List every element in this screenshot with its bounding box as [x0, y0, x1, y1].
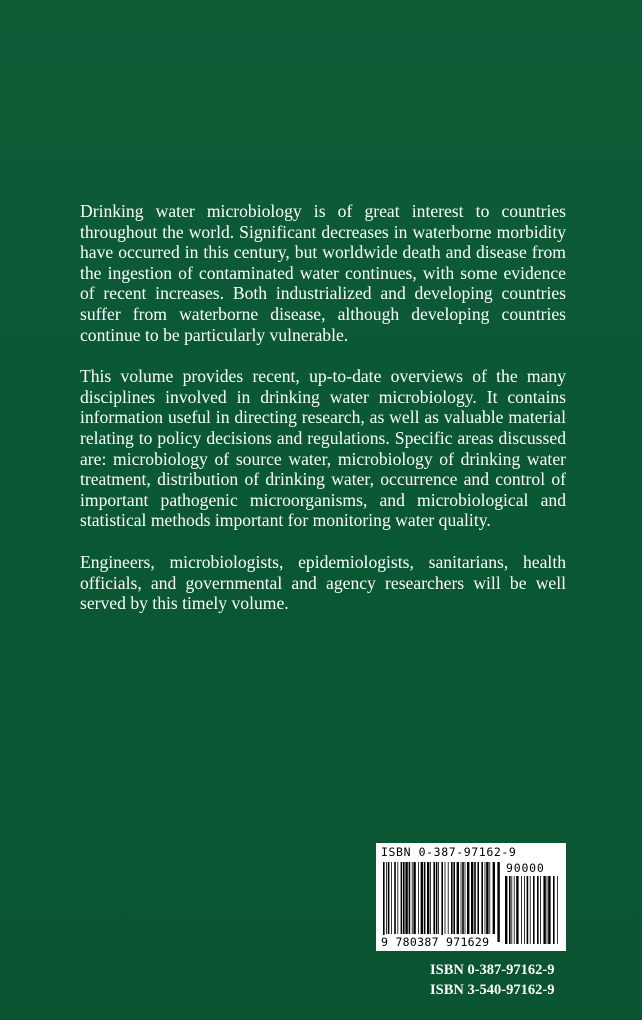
- barcode-addon-digits: 90000: [506, 861, 545, 875]
- blurb-text: [80, 201, 566, 635]
- isbn-list: [430, 960, 554, 1000]
- isbn-line-1: ISBN 0-387-97162-9: [430, 962, 555, 978]
- blurb-paragraph-1: Drinking water microbiology is of great interest to countries throughout the world. Significant decreases in waterborne morbidity have occurred in this century, but worldwide death and disease from the ingestion of contaminated water continues, with some evidence of recent increases. Both industrialized and developing countries suffer from waterborne disease, although developing countries continue to be particularly vulnerable.: [80, 201, 566, 345]
- barcode-ean-digits: 9 780387 971629: [381, 935, 490, 949]
- barcode-isbn-label: ISBN 0-387-97162-9: [381, 845, 517, 859]
- blurb-paragraph-3: Engineers, microbiologists, epidemiologists, sanitarians, health officials, and governmental and agency researchers will be well served by this timely volume.: [80, 551, 566, 614]
- blurb-paragraph-2: This volume provides recent, up-to-date overviews of the many disciplines involved in drinking water microbiology. It contains information useful in directing research, as well as valuable material relating to policy decisions and regulations. Specific areas discussed are: microbiology of source water, microbiology of drinking water treatment, distribution of drinking water, occurrence and control of important pathogenic microorganisms, and microbiological and statistical methods important for monitoring water quality.: [80, 366, 566, 531]
- isbn-line-2: ISBN 3-540-97162-9: [430, 982, 555, 998]
- barcode: [376, 843, 566, 951]
